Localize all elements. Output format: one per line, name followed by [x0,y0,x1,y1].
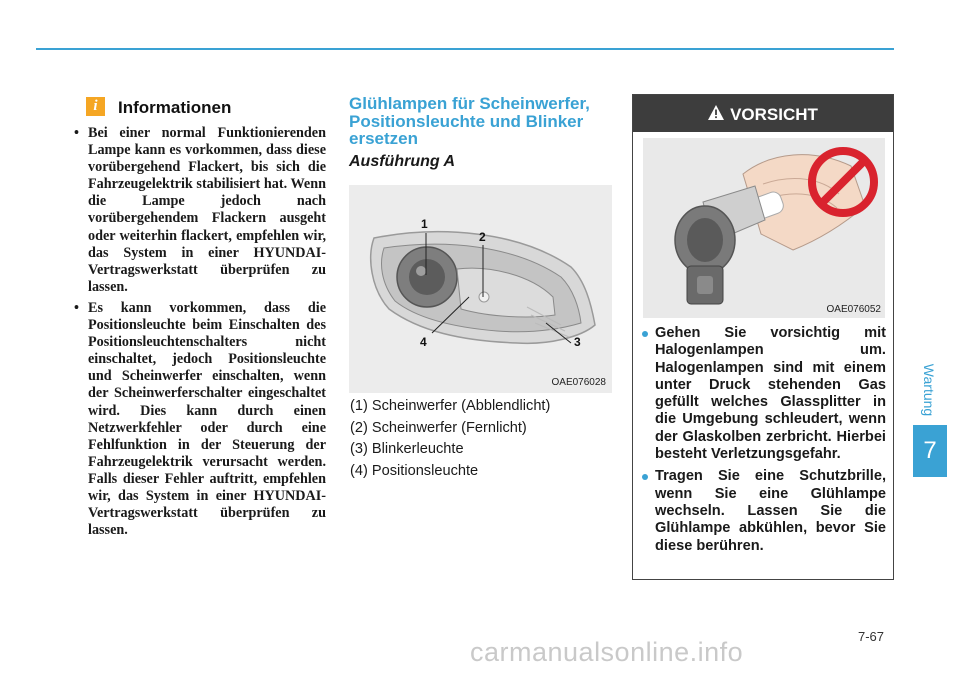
info-bullet-1: • Bei einer normal Funktionierenden Lampe kann es vorkommen, dass diese vorübergehend Flackert, bis sich die Fahrzeugelektrik stabilisiert hat. Wenn die Lampe jedoch nach vorübergehendem Flackern ausgeht oder weiterhin flackert, empfehlen wir, das System in einer HYUNDAI-Vertragswerkstatt überprüfen zu lassen. [74,125,326,296]
watermark: carmanualsonline.info [470,637,744,667]
caution-image [643,138,885,318]
info-bullet-list [74,125,326,543]
headlamp-illustration [349,185,612,393]
caution-header [633,95,893,132]
caution-bullet-1: Gehen Sie vorsichtig mit Halogenlampen um. Halogenlampen sind mit einem unter Druck stehenden Gas gefüllt welches Glassplitter in die Umgebung schleudert, wenn der Glaskolben zerbricht. Hierbei besteht Verletzungsgefahr. [641,325,886,463]
info-title: Informationen [118,98,232,117]
legend-item-2: (2) Scheinwerfer (Fernlicht) [350,419,527,436]
info-icon: i [86,97,105,116]
section-heading: Glühlampen für Scheinwerfer, Positionsleuchte und Blinker ersetzen [349,94,590,148]
figure-code: OAE076028 [551,377,606,388]
chapter-label [919,360,939,420]
info-bullet-2: • Es kann vorkommen, dass die Positionsleuchte beim Einschalten des Positionsleuchtenschalters nicht einschaltet, jedoch Positionsleuchte und Scheinwerfer einschalten, wenn der Scheinwerferschalter eingeschaltet wird. Dies kann durch einen Netzwerkfehler oder durch eine Fehlfunktion in der Steuerung der Fahrzeugelektrik verursacht werden. Falls dieser Fehler auftritt, empfehlen wir, das System in einer HYUNDAI-Vertragswerkstatt überprüfen zu lassen. [74,300,326,539]
legend-list [350,396,550,482]
page-number: 7-67 [858,629,885,644]
chapter-tab: 7 [913,425,947,477]
top-rule [36,48,894,50]
callout-2: 2 [479,230,486,244]
caution-bullet-2: Tragen Sie eine Schutzbrille, wenn Sie eine Glühlampe wechseln. Lassen Sie die Glühlampe abkühlen, bevor Sie diese berühren. [641,468,886,554]
caution-image-code: OAE076052 [826,304,881,315]
headlamp-figure [349,185,612,393]
caution-title: VORSICHT [730,105,818,125]
callout-3: 3 [574,335,581,349]
warning-triangle-icon [708,96,724,133]
legend-item-3: (3) Blinkerleuchte [350,441,464,457]
legend-item-4: (4) Positionsleuchte [350,462,479,479]
legend-item-1: (1) Scheinwerfer (Abblendlicht) [350,398,551,414]
halogen-bulb-illustration [643,138,885,318]
chapter-label-text: Wartung [921,363,937,417]
callout-4: 4 [420,335,427,349]
section-subheading: Ausführung A [349,153,456,170]
callout-1: 1 [421,217,428,231]
caution-bullet-list [641,325,886,560]
